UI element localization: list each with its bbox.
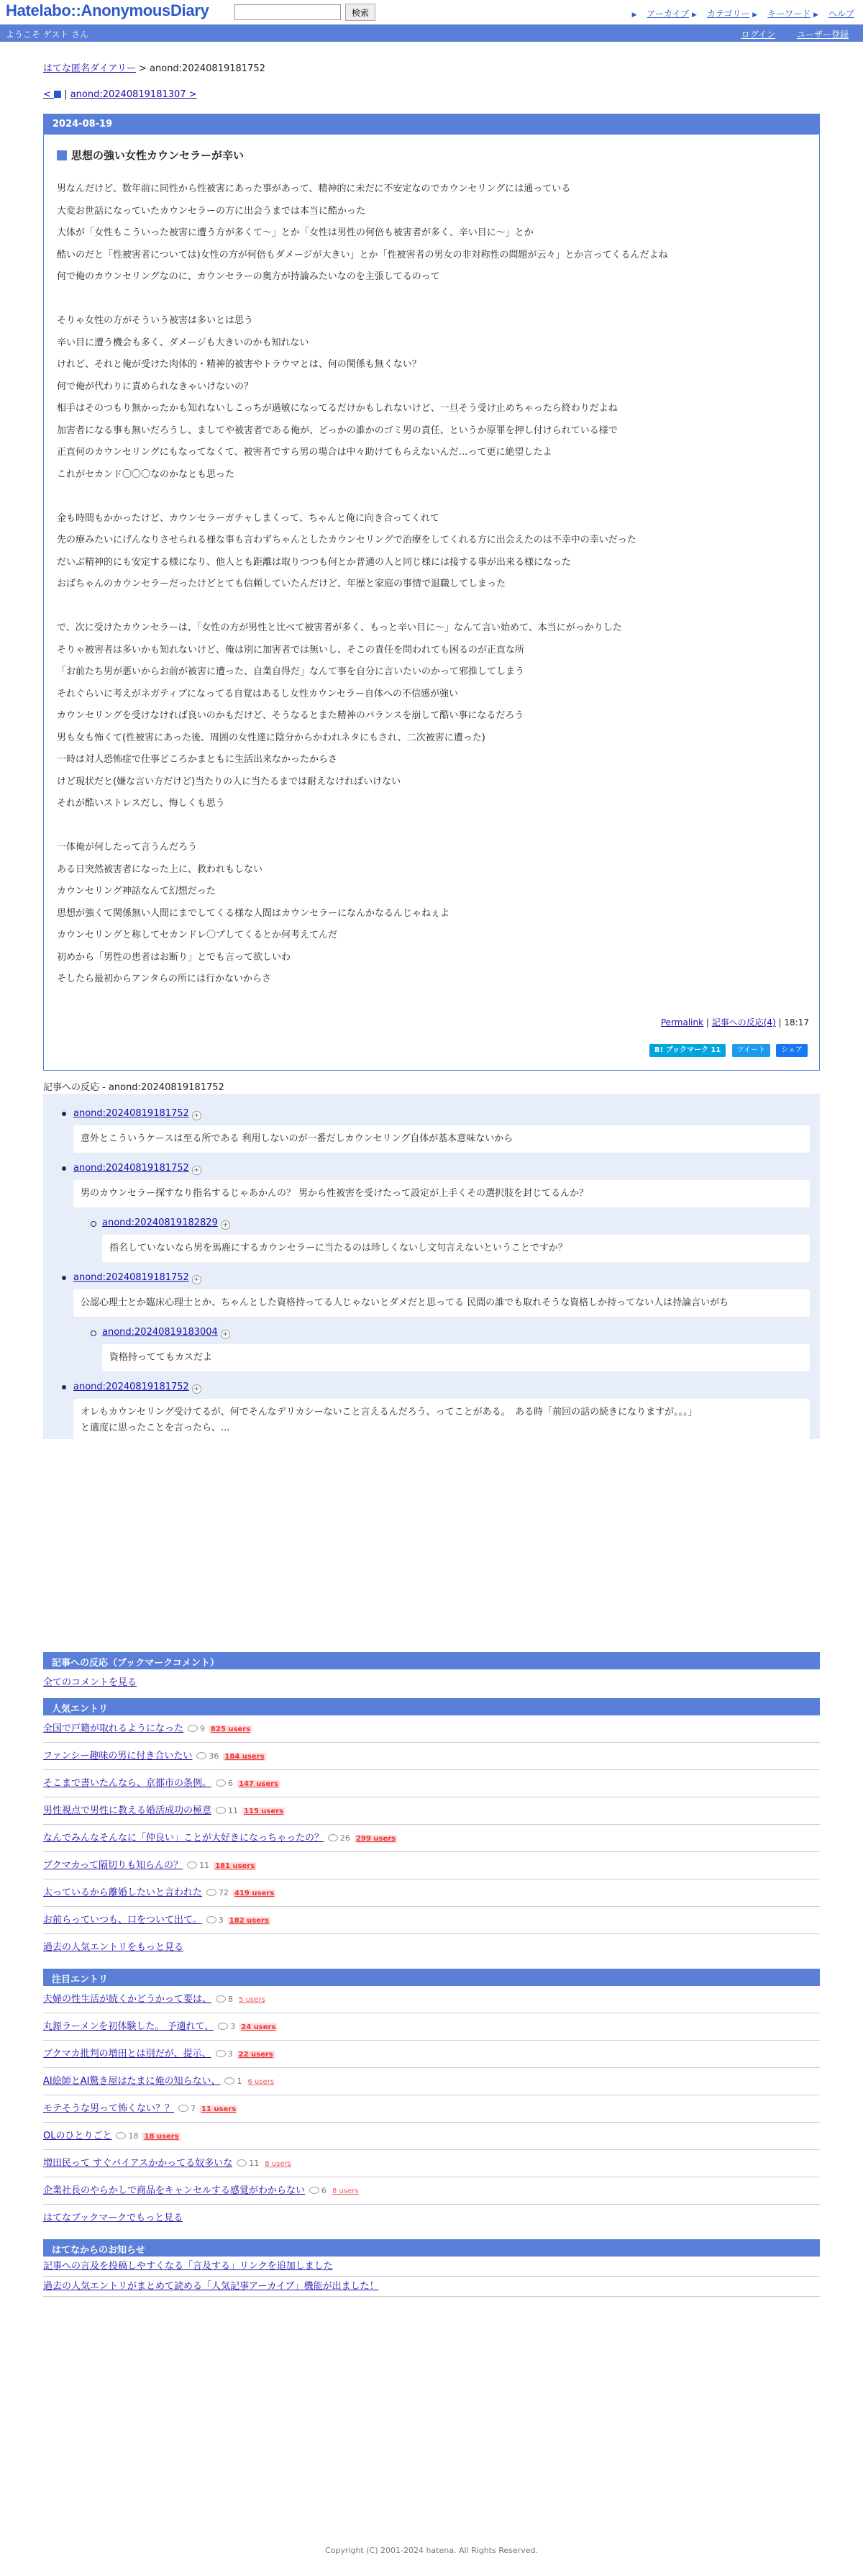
comment-count: 3 <box>206 1915 224 1925</box>
comment-bubble-icon <box>187 1861 197 1869</box>
entry-line: カウンセリング神話なんて幻想だった <box>57 886 216 897</box>
arrow-icon: ▶ <box>813 12 818 19</box>
search-input[interactable] <box>234 4 341 20</box>
comment-count: 18 <box>116 2131 138 2141</box>
comment-bubble-icon <box>216 1807 226 1814</box>
pager: < | anond:20240819181307 > <box>43 89 197 100</box>
entry-list-link[interactable]: お前らっていつも、口をついて出て。 <box>43 1915 202 1926</box>
entry-line: 先の療みたいにげんなりさせられる様な事も言わずちゃんとしたカウンセリングで治療をしてくれる方に出会えたのは不幸中の幸いだった <box>57 535 636 545</box>
hatebu-button[interactable]: B! ブックマーク 11 <box>649 1044 726 1057</box>
entry-list-link[interactable]: ブクマカって隔切りも知らんの？ <box>43 1860 183 1871</box>
prev-link[interactable]: < <box>43 89 61 100</box>
bookmark-users-badge[interactable]: 8 users <box>265 2160 291 2168</box>
reactions-tree <box>43 1094 820 1439</box>
comment-bubble-icon <box>224 2077 234 2085</box>
featured-section <box>43 1969 820 2232</box>
reaction-link[interactable]: anond:20240819181752 <box>73 1272 189 1283</box>
entry-line: 初めから「男性の患者はお断り」とでも言って欲しいわ <box>57 951 291 963</box>
reaction-text: 資格持っててもカスだよ <box>102 1344 810 1371</box>
entry-list-link[interactable]: AI絵師とAI驚き屋はたまに俺の知らない、 <box>43 2076 221 2087</box>
entry-line: 男も女も怖くて(性被害にあった後、周囲の女性達に陰分からかわれネタにもされ、二次被害に遭った) <box>57 732 485 743</box>
entry-list-link[interactable]: 太っているから離婚したいと言われた <box>43 1887 203 1898</box>
expand-icon[interactable]: + <box>192 1166 201 1175</box>
reaction-text: 男のカウンセラー探すなり指名するじゃあかんの？ 男から性被害を受けたって設定が上手くその選択肢を封じてるんか？ <box>73 1180 810 1207</box>
featured-title: 注目エントリ <box>43 1969 820 1986</box>
reaction-item <box>58 1158 820 1262</box>
nav-category[interactable]: カテゴリー <box>706 9 750 19</box>
news-title: はてなからのお知らせ <box>43 2239 820 2257</box>
entry-list-link[interactable]: 男性視点で男性に教える婚活成功の極意 <box>43 1805 212 1816</box>
comment-bubble-icon <box>188 1725 198 1732</box>
entry-list-row <box>43 2095 820 2123</box>
comment-count: 11 <box>187 1861 209 1870</box>
bookmark-users-badge[interactable]: 181 users <box>215 1862 255 1870</box>
entry-list-row <box>43 1770 820 1797</box>
comment-count: 9 <box>188 1724 205 1733</box>
bookmark-comments-section <box>43 1652 820 1697</box>
entry-list-row <box>43 1743 820 1770</box>
entry-line: 一時は対人恐怖症で仕事どころかまともに生活出来なかったからさ <box>57 754 338 765</box>
reaction-link[interactable]: anond:20240819181752 <box>73 1382 189 1392</box>
entry-line: 辛い目に遭う機会も多く、ダメージも大きいのかも知れない <box>57 337 309 348</box>
comment-count: 11 <box>216 1806 238 1815</box>
entry-list-link[interactable]: 夫婦の性生活が続くかどうかって要は、 <box>43 1994 212 2005</box>
entry-list-link[interactable]: そこまで書いたんなら、京都市の条例。 <box>43 1778 212 1789</box>
bookmark-users-badge[interactable]: 6 users <box>247 2078 275 2086</box>
comment-count: 6 <box>309 2186 327 2195</box>
comment-bubble-icon <box>196 1752 206 1759</box>
entry-list-row <box>43 2123 820 2150</box>
entry-line: それぐらいに考えがネガティブになってる自覚はあるし女性カウンセラー自体への不信感が強い <box>57 688 458 699</box>
entry-list-link[interactable]: OLのひとりごと <box>43 2131 112 2141</box>
expand-icon[interactable]: + <box>221 1330 230 1339</box>
top-nav <box>632 7 854 19</box>
reaction-text: 意外とこういうケースは至る所である 利用しないのが一番だしカウンセリング自体が基本意味ないから <box>73 1125 810 1153</box>
expand-icon[interactable]: + <box>192 1111 201 1120</box>
entry-line: 酷いのだと「性被害者については)女性の方が何倍もダメージが大きい」とか「性被害者の男女の非対称性の問題が云々」とか言ってくるんだよね <box>57 249 668 260</box>
arrow-icon: ▶ <box>692 12 697 19</box>
entry-list-link[interactable]: 全国で戸籍が取れるようになった <box>43 1723 184 1734</box>
entry-line: そりゃ被害者は多いかも知れないけど、俺は別に加害者では無いし、そこの責任を問われても困るのが正直な所 <box>57 644 525 656</box>
entry-list-row <box>43 2013 820 2041</box>
entry-list-link[interactable]: モテそうな男って怖くない？？ <box>43 2103 175 2114</box>
bookmark-users-badge[interactable]: 147 users <box>239 1780 279 1788</box>
comment-bubble-icon <box>218 2023 228 2030</box>
comment-bubble-icon <box>206 1889 216 1896</box>
register-link[interactable]: ユーザー登録 <box>796 30 849 40</box>
comment-bubble-icon <box>237 2159 247 2167</box>
entry-list-link[interactable]: なんでみんなそんなに「仲良い」ことが大好きになっちゃったの？ <box>43 1833 324 1843</box>
bookmark-users-badge[interactable]: 18 users <box>144 2133 179 2141</box>
reaction-link[interactable]: anond:20240819183004 <box>102 1327 218 1338</box>
entry-list-link[interactable]: ブクマカ批判の増田とは別だが、提示、 <box>43 2049 211 2059</box>
permalink[interactable]: Permalink <box>660 1017 704 1028</box>
entry-line: けれど、それと俺が受けた肉体的・精神的被害やトラウマとは、何の関係も無くない？ <box>57 359 421 370</box>
entry-list-link[interactable]: 増田民って すぐバイアスかかってる奴多いな <box>43 2158 233 2169</box>
reactions-title: 記事への反応 - anond:20240819181752 <box>43 1082 224 1093</box>
expand-icon[interactable]: + <box>221 1220 230 1230</box>
comment-count: 72 <box>206 1888 229 1897</box>
nav-help[interactable]: ヘルプ <box>828 9 854 19</box>
comment-bubble-icon <box>216 1779 226 1787</box>
comment-count: 3 <box>218 2022 235 2031</box>
entry-line: 「お前たち男が悪いからお前が被害に遭った、自業自得だ」なんて事を自分に言いたいのかって邪推してしまう <box>57 666 525 677</box>
bookmark-users-badge[interactable]: 22 users <box>238 2051 273 2059</box>
comment-count: 36 <box>196 1751 219 1761</box>
user-bar <box>0 24 863 42</box>
entry-list-row <box>43 1986 820 2013</box>
reaction-item <box>58 1268 820 1371</box>
reaction-text: 指名していないなら男を馬鹿にするカウンセラーに当たるのは珍しくないし文句言えないということですか？ <box>102 1235 810 1262</box>
arrow-icon: ▶ <box>631 12 637 19</box>
expand-icon[interactable]: + <box>192 1275 201 1284</box>
reaction-text: 公認心理士とか臨床心理士とか、ちゃんとした資格持ってる人じゃないとダメだと思ってる 民間の誰でも取れそうな資格しか持ってない人は持論言いがち <box>73 1289 810 1317</box>
bookmark-users-badge[interactable]: 184 users <box>224 1753 265 1761</box>
bookmark-users-badge[interactable]: 5 users <box>239 1996 265 2004</box>
entry-list-row <box>43 2068 820 2095</box>
entry-line: 正直何のカウンセリングにもなってなくて、被害者ですら男の場合は中々助けてもらえないんだ…って更に絶望したよ <box>57 447 552 458</box>
expand-icon[interactable]: + <box>192 1384 201 1394</box>
bookmark-users-badge[interactable]: 8 users <box>332 2187 359 2195</box>
entry-line: 相手はそのつもり無かったかも知れないしこっちが過敏になってるだけかもしれないけど、一旦そう受け止めちゃったら終わりだよね <box>57 403 618 414</box>
entry-line: 金も時間もかかったけど、カウンセラーガチャしまくって、ちゃんと俺に向き合ってくれて <box>57 512 439 524</box>
entry-line <box>57 486 819 508</box>
comment-count: 7 <box>178 2104 196 2113</box>
bookmark-users-badge[interactable]: 825 users <box>211 1725 251 1733</box>
entry-line: だいぶ精神的にも安定する様になり、他人とも距離は取りつつも何とか普通の人と同じ様には接する事が出来る様になった <box>57 556 572 568</box>
entry-line: けど現状だと(嫌な言い方だけど)当たりの人に当たるまでは耐えなければいけない <box>57 776 401 787</box>
all-comments-link[interactable]: 全てのコメントを見る <box>43 1677 137 1688</box>
nav-keyword[interactable]: キーワード <box>767 9 811 19</box>
news-item[interactable]: 過去の人気エントリがまとめて読める「人気記事アーカイブ」機能が出ました！ <box>43 2281 379 2292</box>
comment-count: 11 <box>237 2159 259 2168</box>
top-header <box>0 0 863 24</box>
reaction-link[interactable]: anond:20240819181752 <box>73 1108 189 1119</box>
reaction-link[interactable]: anond:20240819181752 <box>73 1163 189 1174</box>
entry-line: 男なんだけど、数年前に同性から性被害にあった事があって、精神的に未だに不安定なのでカウンセリングには通っている <box>57 183 571 194</box>
entry-list-row <box>43 1825 820 1852</box>
entry-line: 加害者になる事も無いだろうし、ましてや被害者である俺が、どっかの誰かのゴミ男の責任、というか原罪を押し付けられている様で <box>57 425 618 436</box>
comment-count: 26 <box>328 1833 350 1843</box>
comment-count: 6 <box>216 1779 233 1788</box>
reaction-reply <box>86 1213 820 1262</box>
entry-line: そりゃ女性の方がそういう被害は多いとは思う <box>57 315 254 326</box>
entry-line: で、次に受けたカウンセラーは、「女性の方が男性と比べて被害者が多く、もっと辛い目に〜」なんて言い始めて、本当にがっかりした <box>57 622 622 633</box>
entry-line: そしたら最初からアンタらの所には行かないからさ <box>57 974 271 984</box>
search-button[interactable]: 検索 <box>345 4 375 21</box>
entry-line: 何で俺のカウンセリングなのに、カウンセラーの奥方が持論みたいなのを主張してるのって <box>57 271 440 282</box>
reaction-text: オレもカウンセリング受けてるが、何でそんなデリカシーないこと言えるんだろう、ってことがある。 ある時「前回の話の続きになりますが。。。」 と適度に思ったことを言ったら、... <box>73 1399 810 1442</box>
entry-list-link[interactable]: 丸源ラーメンを初体験した。 予適れて、 <box>43 2021 214 2032</box>
reaction-reply <box>86 1323 820 1371</box>
facebook-share-button[interactable]: シェア <box>776 1044 808 1057</box>
bookmark-comments-title: 記事への反応（ブックマークコメント） <box>43 1652 820 1669</box>
entry-list-row <box>43 1879 820 1907</box>
comment-bubble-icon <box>328 1834 338 1841</box>
login-link[interactable]: ログイン <box>741 30 776 40</box>
entry-line <box>57 815 819 838</box>
bookmark-users-badge[interactable]: 182 users <box>229 1917 269 1925</box>
entry-line: 大変お世話になっていたカウンセラーの方に出会うまでは本当に酷かった <box>57 205 366 217</box>
entry-list-row <box>43 2041 820 2068</box>
entry-list-row <box>43 1852 820 1879</box>
reaction-item <box>58 1377 820 1442</box>
square-icon <box>54 91 61 98</box>
next-link[interactable]: anond:20240819181307 > <box>70 89 197 100</box>
entry-date: 2024-08-19 <box>44 114 819 135</box>
comment-bubble-icon <box>216 2050 226 2057</box>
entry-list-row <box>43 1907 820 1934</box>
entry-line: おばちゃんのカウンセラーだったけどとても信頼していたんだけど、年歴と家庭の事情で退職してしまった <box>57 579 506 589</box>
comment-count: 1 <box>224 2077 242 2086</box>
bookmark-users-badge[interactable]: 299 users <box>356 1835 396 1843</box>
breadcrumb: はてな匿名ダイアリー > anond:20240819181752 <box>43 63 265 74</box>
entry-line: 一体俺が何したって言うんだろう <box>57 842 198 853</box>
entry-list-row <box>43 1715 820 1743</box>
entry-line: これがセカンド〇〇〇なのかなとも思った <box>57 468 235 480</box>
comment-bubble-icon <box>116 2132 126 2139</box>
entry-line: 大体が「女性もこういった被害に遭う方が多くて〜」とか「女性は男性の何倍も被害者が多く、辛い目に〜」とか <box>57 227 534 238</box>
popular-more-link[interactable]: 過去の人気エントリをもっと見る <box>43 1942 184 1953</box>
featured-more-link[interactable]: はてなブックマークでもっと見る <box>43 2213 183 2223</box>
entry-title: 思想の強い女性カウンセラーが辛い <box>57 148 819 163</box>
square-icon <box>57 150 67 160</box>
entry-list-row <box>43 2150 820 2177</box>
entry-list-row <box>43 1797 820 1825</box>
entry-line: カウンセリングを受けなければ良いのかもだけど、そうなるとまた精神のバランスを崩して酷い事になるだろう <box>57 710 524 721</box>
copyright: Copyright (C) 2001-2024 hatena. All Rights Reserved. <box>325 2546 538 2555</box>
entry-list-link[interactable]: ファンシー趣味の男に付き合いたい <box>43 1751 193 1761</box>
comment-bubble-icon <box>206 1916 216 1923</box>
reactions-link[interactable]: 記事への反応(4) <box>711 1017 776 1028</box>
breadcrumb-current: anond:20240819181752 <box>150 63 265 74</box>
comment-count: 3 <box>216 2049 233 2059</box>
bookmark-users-badge[interactable]: 419 users <box>234 1890 275 1897</box>
bookmark-users-badge[interactable]: 115 users <box>244 1808 284 1815</box>
popular-title: 人気エントリ <box>43 1698 820 1715</box>
site-logo[interactable]: Hatelabo::AnonymousDiary <box>6 1 209 19</box>
entry-line: それが酷いストレスだし、悔しくも思う <box>57 798 225 809</box>
breadcrumb-root[interactable]: はてな匿名ダイアリー <box>43 63 136 74</box>
news-section <box>43 2239 820 2297</box>
entry-line <box>57 289 819 311</box>
reaction-item <box>58 1104 820 1153</box>
entry-list-row <box>43 2177 820 2205</box>
share-buttons <box>647 1044 808 1057</box>
entry-list-link[interactable]: 企業社長のやらかしで商品をキャンセルする感覚がわからない <box>43 2185 306 2196</box>
comment-bubble-icon <box>216 1995 226 2003</box>
welcome-text: ようこそ ゲスト さん <box>6 30 89 40</box>
bookmark-users-badge[interactable]: 24 users <box>241 2023 276 2031</box>
entry-line <box>57 596 819 618</box>
comment-bubble-icon <box>309 2187 319 2194</box>
entry-line: カウンセリングと称してセカンドレ〇プしてくるとか何考えてんだ <box>57 930 338 940</box>
popular-section <box>43 1698 820 1962</box>
entry-line: 思想が強くて関係無い人間にまでしてくる様な人間はカウンセラーになんかなるんじゃねぇよ <box>57 907 450 919</box>
bookmark-users-badge[interactable]: 11 users <box>201 2105 237 2113</box>
arrow-icon: ▶ <box>752 12 758 19</box>
entry-time: 18:17 <box>784 1017 809 1028</box>
entry-line: 何で俺が代わりに責められなきゃいけないの？ <box>57 381 254 392</box>
comment-bubble-icon <box>178 2105 188 2112</box>
nav-archive[interactable]: アーカイブ <box>647 9 690 19</box>
tweet-button[interactable]: ツイート <box>732 1044 771 1057</box>
comment-count: 8 <box>216 1995 233 2004</box>
reaction-link[interactable]: anond:20240819182829 <box>102 1217 218 1228</box>
news-item[interactable]: 記事への言及を投稿しやすくなる「言及する」リンクを追加しました <box>43 2261 333 2272</box>
diary-entry <box>43 114 820 1071</box>
entry-footer: Permalink | 記事への反応(4) | 18:17 <box>660 1017 809 1028</box>
entry-line: ある日突然被害者になった上に、救われもしない <box>57 863 263 875</box>
entry-body <box>57 178 819 991</box>
